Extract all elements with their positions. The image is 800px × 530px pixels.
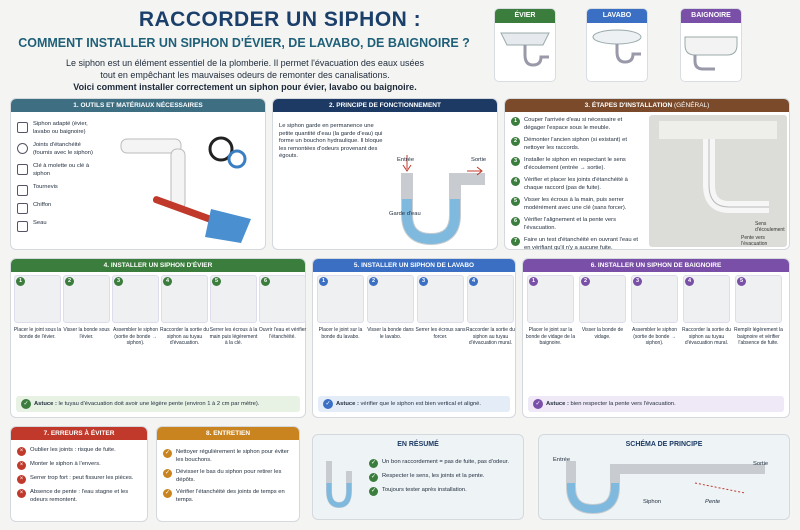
schema-outlet-label: Sortie bbox=[753, 461, 769, 467]
steps-panel bbox=[504, 98, 790, 250]
schema-slope-label: Pente bbox=[705, 499, 721, 505]
steps-heading: 3. ÉTAPES D'INSTALLATION (GÉNÉRAL) bbox=[505, 99, 789, 112]
maintenance-panel bbox=[156, 426, 300, 522]
tool-item: Joints d'étanchéité (fournis avec le siphon) bbox=[17, 142, 99, 157]
maintenance-item: ✓ Dévisser le bas du siphon pour retirer les dépôts. bbox=[164, 469, 282, 483]
evier-panel bbox=[10, 258, 306, 418]
kind-evier: ÉVIER bbox=[494, 8, 556, 82]
lavabo-tip: ✓ Astuce : vérifier que le siphon est bien vertical et aligné. bbox=[318, 396, 510, 412]
lavabo-panel bbox=[312, 258, 516, 418]
close-icon: × bbox=[17, 447, 26, 456]
principle-heading: 2. PRINCIPE DE FONCTIONNEMENT bbox=[273, 99, 497, 112]
sink-illustration bbox=[495, 23, 555, 81]
baignoire-step-card: 1 Placer le joint sur la bonde de vidage de la baignoire. bbox=[527, 275, 574, 347]
evier-step-card: 5 Serrer les écrous à la main puis légèrement à la clé. bbox=[210, 275, 257, 347]
schema-inlet-label: Entrée bbox=[553, 457, 571, 463]
errors-panel bbox=[10, 426, 148, 522]
outlet-label: Sortie bbox=[471, 157, 487, 163]
maintenance-item: ✓ Nettoyer régulièrement le siphon pour éviter les bouchons. bbox=[164, 449, 289, 463]
baignoire-step-card: 3 Assembler le siphon (sortie de bonde → siphon). bbox=[631, 275, 678, 347]
schema-diagram bbox=[545, 453, 785, 517]
intro-text: Le siphon est un élément essentiel de la plomberie. Il permet l'évacuation des eaux usées tout en empêchant les mauvaises odeurs de remonter des canalisations. Voici comment installer correctement un siphon pour évier, lavabo ou baignoire. bbox=[66, 58, 424, 92]
schema-siphon-label: Siphon bbox=[643, 499, 662, 505]
step-item: 1 Couper l'arrivée d'eau si nécessaire et dégager l'espace sous le meuble. bbox=[511, 117, 643, 132]
check-icon: ✓ bbox=[164, 450, 171, 456]
baignoire-heading: 6. INSTALLER UN SIPHON DE BAIGNOIRE bbox=[523, 259, 789, 272]
screwdriver-icon bbox=[17, 185, 28, 196]
baignoire-step-card: 5 Remplir légèrement la baignoire et vérifier l'absence de fuite. bbox=[735, 275, 782, 347]
close-icon: × bbox=[17, 489, 26, 498]
kind-baignoire: BAIGNOIRE bbox=[680, 8, 742, 82]
baignoire-tip: ✓ Astuce : bien respecter la pente vers l'évacuation. bbox=[528, 396, 784, 412]
tools-heading: 1. OUTILS ET MATÉRIAUX NÉCESSAIRES bbox=[11, 99, 265, 112]
washbasin-illustration bbox=[587, 23, 647, 81]
bucket-icon bbox=[17, 221, 28, 232]
baignoire-panel bbox=[522, 258, 790, 418]
error-item: × Absence de pente : l'eau stagne et les odeurs remontent. bbox=[17, 489, 143, 504]
flow-direction-label: Sens d'écoulement bbox=[755, 221, 785, 233]
page-title: RACCORDER UN SIPHON : bbox=[138, 8, 422, 31]
seal-icon bbox=[17, 143, 28, 154]
lavabo-step-card: 4 Raccorder la sortie du siphon au tuyau d'évacuation mural. bbox=[467, 275, 514, 347]
evier-heading: 4. INSTALLER UN SIPHON D'ÉVIER bbox=[11, 259, 305, 272]
baignoire-step-card: 4 Raccorder la sortie du siphon au tuyau d'évacuation mural. bbox=[683, 275, 730, 347]
kind-lavabo: LAVABO bbox=[586, 8, 648, 82]
summary-item: ✓ Respecter le sens, les joints et la pente. bbox=[370, 473, 485, 480]
error-item: × Oublier les joints : risque de fuite. bbox=[17, 447, 143, 456]
check-icon: ✓ bbox=[370, 460, 377, 466]
evier-step-card: 2 Visser la bonde sous l'évier. bbox=[63, 275, 110, 347]
check-icon: ✓ bbox=[164, 490, 171, 496]
evier-step-card: 3 Assembler le siphon (sortie de bonde → siphon). bbox=[112, 275, 159, 347]
evier-step-card: 4 Raccorder la sortie du siphon au tuyau d'évacuation. bbox=[161, 275, 208, 347]
tool-item: Siphon adapté (évier, lavabo ou baignoire) bbox=[17, 121, 99, 136]
tool-item: Chiffon bbox=[17, 202, 99, 214]
wrench-icon bbox=[17, 164, 28, 175]
check-icon: ✓ bbox=[533, 399, 543, 409]
cloth-icon bbox=[17, 203, 28, 214]
check-icon: ✓ bbox=[21, 399, 31, 409]
check-icon: ✓ bbox=[164, 470, 171, 476]
step-item: 7 Faire un test d'étanchéité en ouvrant l'eau et en vérifiant qu'il n'y a aucune fuite. bbox=[511, 237, 643, 252]
check-icon: ✓ bbox=[370, 474, 377, 480]
tool-item: Clé à molette ou clé à siphon bbox=[17, 163, 99, 178]
maintenance-item: ✓ Vérifier l'étanchéité des joints de temps en temps. bbox=[164, 489, 285, 503]
summary-item: ✓ Toujours tester après installation. bbox=[370, 487, 467, 494]
bathtub-illustration bbox=[681, 23, 741, 81]
tools-panel bbox=[10, 98, 266, 250]
tool-item: Tournevis bbox=[17, 184, 99, 196]
baignoire-step-card: 2 Visser la bonde de vidage. bbox=[579, 275, 626, 347]
lavabo-step-card: 1 Placer le joint sur la bonde du lavabo. bbox=[317, 275, 364, 347]
inlet-label: Entrée bbox=[397, 157, 415, 163]
error-item: × Serrer trop fort : peut fissurer les pièces. bbox=[17, 475, 143, 484]
summary-item: ✓ Un bon raccordement = pas de fuite, pas d'odeur. bbox=[370, 459, 509, 466]
schema-panel bbox=[538, 434, 790, 520]
steps-list bbox=[511, 117, 643, 257]
step-item: 3 Installer le siphon en respectant le sens d'écoulement (entrée → sortie). bbox=[511, 157, 643, 172]
summary-panel bbox=[312, 434, 524, 520]
tools-list bbox=[17, 121, 99, 238]
summary-heading: EN RÉSUMÉ bbox=[397, 441, 439, 448]
schema-heading: SCHÉMA DE PRINCIPE bbox=[625, 441, 703, 448]
step-item: 6 Vérifier l'alignement et la pente vers l'évacuation. bbox=[511, 217, 643, 232]
slope-label: Pente vers l'évacuation bbox=[741, 235, 768, 247]
water-seal-label: Garde d'eau bbox=[389, 211, 421, 217]
step-item: 4 Vérifier et placer les joints d'étanchéité à chaque raccord (pas de fuite). bbox=[511, 177, 643, 192]
close-icon: × bbox=[17, 475, 26, 484]
tool-item: Seau bbox=[17, 220, 99, 232]
principle-text: Le siphon garde en permanence une petite quantité d'eau (la garde d'eau) qui forme un bouchon hydraulique. Il bloque les remontées d'odeurs provenant des égouts. bbox=[279, 123, 383, 159]
evier-tip: ✓ Astuce : le tuyau d'évacuation doit avoir une légère pente (environ 1 à 2 cm par mètre). bbox=[16, 396, 300, 412]
evier-step-card: 1 Placer le joint sous la bonde de l'évier. bbox=[14, 275, 61, 347]
lavabo-step-card: 3 Serrer les écrous sans forcer. bbox=[417, 275, 464, 347]
siphon-icon bbox=[17, 122, 28, 133]
check-icon: ✓ bbox=[323, 399, 333, 409]
close-icon: × bbox=[17, 461, 26, 470]
lavabo-heading: 5. INSTALLER UN SIPHON DE LAVABO bbox=[313, 259, 515, 272]
step-item: 5 Visser les écrous à la main, puis serrer modérément avec une clé (sans forcer). bbox=[511, 197, 643, 212]
errors-heading: 7. ERREURS À ÉVITER bbox=[11, 427, 147, 440]
check-icon: ✓ bbox=[370, 488, 377, 494]
tools-photo bbox=[111, 119, 261, 245]
step-item: 2 Démonter l'ancien siphon (si existant) et nettoyer les raccords. bbox=[511, 137, 643, 152]
page-subtitle: COMMENT INSTALLER UN SIPHON D'ÉVIER, DE LAVABO, DE BAIGNOIRE ? bbox=[18, 36, 470, 50]
principle-panel bbox=[272, 98, 498, 250]
evier-step-card: 6 Ouvrir l'eau et vérifier l'étanchéité. bbox=[259, 275, 306, 347]
summary-siphon-icon bbox=[321, 457, 357, 513]
maintenance-heading: 8. ENTRETIEN bbox=[157, 427, 299, 440]
lavabo-step-card: 2 Visser la bonde dans le lavabo. bbox=[367, 275, 414, 347]
error-item: × Monter le siphon à l'envers. bbox=[17, 461, 143, 470]
